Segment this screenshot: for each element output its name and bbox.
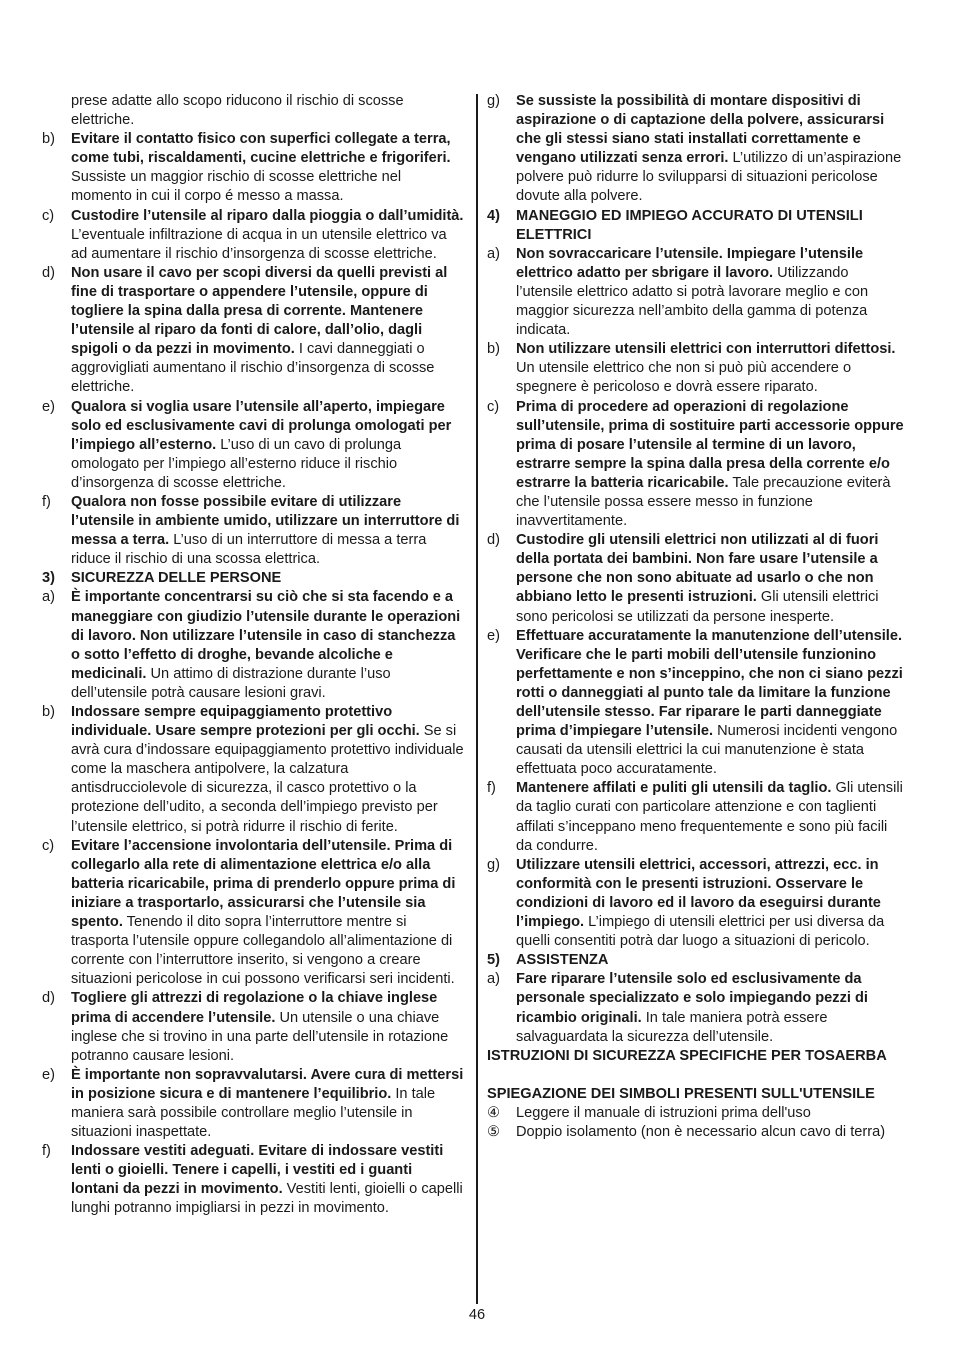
list-item-body	[516, 398, 907, 532]
list-item	[42, 398, 464, 493]
list-item-body	[71, 264, 464, 398]
list-item-body	[71, 1142, 464, 1218]
list-item-marker: e)	[42, 1066, 55, 1083]
list-item	[487, 340, 907, 397]
list-item-body	[516, 627, 907, 780]
list-item-text: Tenendo il dito sopra l’interruttore mentre si trasporta l’utensile oppure collegandolo all’alimentazione di corrente con l’interruttore inserito, si vengono a creare situazioni pericolose in cui possono verificarsi seri incidenti.	[71, 914, 455, 988]
section-heading	[487, 207, 907, 245]
list-item-marker: b)	[487, 341, 500, 358]
list-item	[487, 1123, 907, 1142]
list-item-body	[516, 245, 907, 340]
list-item	[487, 856, 907, 951]
list-item-text: Gli utensili da taglio curati con particolare attenzione e con taglienti affilati s’inceppano meno frequentemente e sono più facili da condurre.	[516, 780, 903, 854]
list-item-marker: c)	[487, 398, 500, 415]
spacer	[487, 1066, 907, 1085]
list-item-bold-text: Evitare il contatto fisico con superfici collegate a terra, come tubi, riscaldamenti, cucine elettriche e frigoriferi.	[71, 131, 451, 167]
list-item-bold-text: Evitare l’accensione involontaria dell’utensile. Prima di collegarlo alla rete di alimentazione elettrica e/o alla batteria ricaricabile, prima di prenderlo oppure prima di iniziare a trasportarlo, assicurarsi che l’utensile sia spento.	[71, 837, 456, 931]
list-item-body	[71, 130, 464, 206]
list-item-text: L’uso di un interruttore di messa a terra riduce il rischio di una scossa elettrica.	[71, 532, 427, 568]
list-item	[42, 264, 464, 398]
list-item	[42, 703, 464, 837]
list-item-text: I cavi danneggiati o aggrovigliati aumentano il rischio d’insorgenza di scosse elettriche.	[71, 341, 435, 396]
list-item-bold-text: Non usare il cavo per scopi diversi da quelli previsti al fine di trasportare o appendere l’utensile, oppure di togliere la spina dalla presa di corrente. Mantenere l’utensile al riparo da fonti di calore, dall’olio, dagli spigoli o da pezzi in movimento.	[71, 264, 448, 358]
paragraph-text: prese adatte allo scopo riducono il rischio di scosse elettriche.	[71, 93, 404, 129]
list-item-text: Numerosi incidenti vengono causati da utensili elettrici la cui manutenzione è stata effettuata poco accuratamente.	[516, 723, 898, 778]
list-item-body	[516, 1123, 907, 1142]
section-number: 5)	[487, 952, 500, 969]
list-item	[487, 92, 907, 207]
list-item-body	[516, 856, 907, 951]
list-item-bold-text: Custodire gli utensili elettrici non utilizzati al di fuori della portata dei bambini. Non fare usare l’utensile a persone che non sono abituate ad usarlo o che non abbiano letto le presenti istruzioni.	[516, 532, 879, 606]
list-item-body	[516, 531, 907, 626]
list-item	[487, 1104, 907, 1123]
list-item-body	[516, 1104, 907, 1123]
list-item-body	[71, 703, 464, 837]
list-item-bold-text: Non sovraccaricare l’utensile. Impiegare l’utensile elettrico adatto per sbrigare il lavoro.	[516, 245, 864, 281]
list-item-bold-text: Qualora si voglia usare l’utensile all’aperto, impiegare solo ed esclusivamente cavi di prolunga omologati per l’impiego all’esterno.	[71, 398, 452, 453]
list-item	[487, 245, 907, 340]
list-item-body	[71, 207, 464, 264]
list-item-bold-text: Mantenere affilati e puliti gli utensili da taglio.	[516, 780, 832, 797]
heading: ISTRUZIONI DI SICUREZZA SPECIFICHE PER TOSAERBA	[487, 1047, 887, 1064]
left-column	[42, 92, 464, 1219]
list-item-marker: e)	[487, 627, 500, 644]
list-item-text: Vestiti lenti, gioielli o capelli lunghi potranno impigliarsi in pezzi in movimento.	[71, 1181, 463, 1217]
list-item	[487, 531, 907, 626]
list-item-marker: g)	[487, 93, 500, 109]
list-item-marker: a)	[42, 589, 55, 606]
list-item-marker: ⑤	[487, 1123, 501, 1140]
list-item-text: In tale maniera sarà possibile controllare meglio l’utensile in situazioni inaspettate.	[71, 1085, 436, 1141]
list-item-marker: d)	[42, 264, 55, 281]
list-item-text: Utilizzando l’utensile elettrico adatto si potrà lavorare meglio e con maggior sicurezza nell’ambito della gamma di potenza indicata.	[516, 264, 869, 339]
list-item-body	[516, 779, 907, 855]
list-item-marker: c)	[42, 207, 55, 224]
list-item	[42, 837, 464, 990]
list-item-text: Se si avrà cura d’indossare equipaggiamento protettivo individuale come la maschera antipolvere, la calzatura antisdrucciolevole di sicurezza, il casco protettivo o la protezione dell’udito, a seconda dell’impiego previsto per l’utensile elettrico, si potrà ridurre il rischio di ferite.	[71, 723, 464, 835]
list-item-marker: f)	[42, 493, 51, 510]
list-item-text: Gli utensili elettrici sono pericolosi se utilizzati da persone inesperte.	[516, 589, 879, 625]
list-item-bold-text: È importante concentrarsi su ciò che si sta facendo e a maneggiare con giudizio l’utensile durante le operazioni di lavoro. Non utilizzare l’utensile in caso di stanchezza o sotto l’effetto di droghe, bevande alcoliche e medicinali.	[71, 589, 461, 682]
right-column	[487, 92, 907, 1142]
list-item-bold-text: Qualora non fosse possibile evitare di utilizzare l’utensile in ambiente umido, utilizzare un interruttore di messa a terra.	[71, 493, 460, 549]
list-item-marker: d)	[42, 990, 55, 1007]
list-item	[42, 130, 464, 206]
list-item-marker: a)	[487, 245, 500, 262]
list-item	[42, 588, 464, 703]
list-item-marker: f)	[487, 780, 496, 797]
list-item-bold-text: Togliere gli attrezzi di regolazione o la chiave inglese prima di accendere l’utensile.	[71, 990, 438, 1026]
list-item-body	[71, 1066, 464, 1142]
heading: SPIEGAZIONE DEI SIMBOLI PRESENTI SULL'UTENSILE	[487, 1085, 875, 1102]
list-item-body	[71, 837, 464, 990]
list-item	[487, 970, 907, 1046]
list-item-bold-text: Utilizzare utensili elettrici, accessori, attrezzi, ecc. in conformità con le presenti istruzioni. Osservare le condizioni di lavoro ed il lavoro da eseguirsi durante l’impiego.	[516, 856, 881, 931]
list-item-bold-text: Prima di procedere ad operazioni di regolazione sull’utensile, prima di sostituire parti accessorie oppure prima di posare l’utensile al termine di un lavoro, estrarre sempre la spina dalla presa della corrente e/o estrarre la batteria ricaricabile.	[516, 398, 904, 491]
paragraph-continuation	[42, 92, 464, 130]
section-number: 4)	[487, 207, 500, 224]
list-item-body	[71, 588, 464, 703]
list-item-bold-text: Indossare vestiti adeguati. Evitare di indossare vestiti lenti o gioielli. Tenere i capelli, i vestiti ed i guanti lontani da pezzi in movimento.	[71, 1143, 444, 1198]
list-item-body	[71, 989, 464, 1065]
list-item-body	[516, 340, 907, 397]
section-title: MANEGGIO ED IMPIEGO ACCURATO DI UTENSILI ELETTRICI	[516, 207, 863, 243]
list-item-text: In tale maniera potrà essere salvaguardata la sicurezza dell’utensile.	[516, 1009, 828, 1045]
list-item	[487, 779, 907, 855]
section-heading	[42, 569, 464, 588]
list-item-marker: ④	[487, 1104, 501, 1121]
list-item-marker: e)	[42, 398, 55, 415]
section-title: ASSISTENZA	[516, 952, 609, 969]
list-item-text: Sussiste un maggior rischio di scosse elettriche nel momento in cui il corpo é messo a massa.	[71, 169, 402, 205]
list-item-bold-text: Fare riparare l’utensile solo ed esclusivamente da personale specializzato e solo impiegando pezzi di ricambio originali.	[516, 971, 868, 1026]
list-item-text: Un utensile elettrico che non si può più accendere o spegnere è pericoloso e dovrà essere riparato.	[516, 360, 852, 396]
list-item-bold-text: Non utilizzare utensili elettrici con interruttori difettosi.	[516, 341, 896, 358]
list-item-bold-text: È importante non sopravvalutarsi. Avere cura di mettersi in posizione sicura e di mantenere l’equilibrio.	[71, 1066, 464, 1102]
list-item	[487, 627, 907, 780]
list-item-marker: f)	[42, 1143, 51, 1160]
list-item-bold-text: Custodire l’utensile al riparo dalla pioggia o dall’umidità.	[71, 207, 464, 224]
list-item-bold-text: Se sussiste la possibilità di montare dispositivi di aspirazione o di captazione della polvere, assicurarsi che gli stessi siano stati installati correttamente e vengano utilizzati senza errori.	[516, 93, 885, 167]
section-heading	[487, 951, 907, 970]
list-item-marker: a)	[487, 971, 500, 988]
column-divider	[476, 94, 478, 1304]
list-item	[42, 1142, 464, 1218]
list-item-text: Leggere il manuale di istruzioni prima dell'uso	[516, 1104, 811, 1121]
list-item-body	[71, 398, 464, 493]
list-item-bold-text: Indossare sempre equipaggiamento protettivo individuale. Usare sempre protezioni per gli occhi.	[71, 704, 420, 740]
list-item	[42, 989, 464, 1065]
list-item-text: Tale precauzione eviterà che l’utensile possa essere messo in funzione inavvertitamente.	[516, 474, 891, 530]
list-item-text: L’impiego di utensili elettrici per usi diversa da quelli consentiti potrà dar luogo a situazioni di pericolo.	[516, 914, 885, 950]
list-item-marker: d)	[487, 532, 500, 549]
list-item-body	[516, 970, 907, 1046]
section-title: SICUREZZA DELLE PERSONE	[71, 570, 282, 587]
list-item-marker: b)	[42, 704, 55, 720]
list-item-marker: c)	[42, 837, 55, 854]
list-item-marker: g)	[487, 856, 500, 873]
list-item-text: L’eventuale infiltrazione di acqua in un utensile elettrico va ad aumentare il rischio d’insorgenza di scosse elettriche.	[71, 226, 447, 262]
section-number: 3)	[42, 570, 55, 587]
list-item-text: Un utensile o una chiave inglese che si trovino in una parte dell’utensile in rotazione potranno causare lesioni.	[71, 1009, 449, 1064]
list-item	[42, 493, 464, 569]
list-item	[42, 207, 464, 264]
list-item	[42, 1066, 464, 1142]
list-item-body	[516, 92, 907, 207]
list-item-text: Doppio isolamento (non è necessario alcun cavo di terra)	[516, 1123, 886, 1140]
list-item	[487, 398, 907, 532]
list-item-bold-text: Effettuare accuratamente la manutenzione dell’utensile. Verificare che le parti mobili dell’utensile funzionino perfettamente e non s’inceppino, che non ci siano pezzi rotti o danneggiati al punto tale da limitare la funzione dell’utensile stesso. Far riparare le parti danneggiate prima d’impiegare l’utensile.	[516, 627, 903, 740]
list-item-marker: b)	[42, 131, 55, 148]
page-number: 46	[468, 1307, 486, 1323]
list-item-text: Un attimo di distrazione durante l’uso dell’utensile potrà causare lesioni gravi.	[71, 665, 391, 701]
list-item-body	[71, 493, 464, 569]
list-item-text: L’uso di un cavo di prolunga omologato per l’impiego all’esterno riduce il rischio d’insorgenza di scosse elettriche.	[71, 436, 402, 491]
list-item-text: L’utilizzo di un’aspirazione polvere può ridurre lo svilupparsi di situazioni pericolose dovute alla polvere.	[516, 150, 902, 205]
